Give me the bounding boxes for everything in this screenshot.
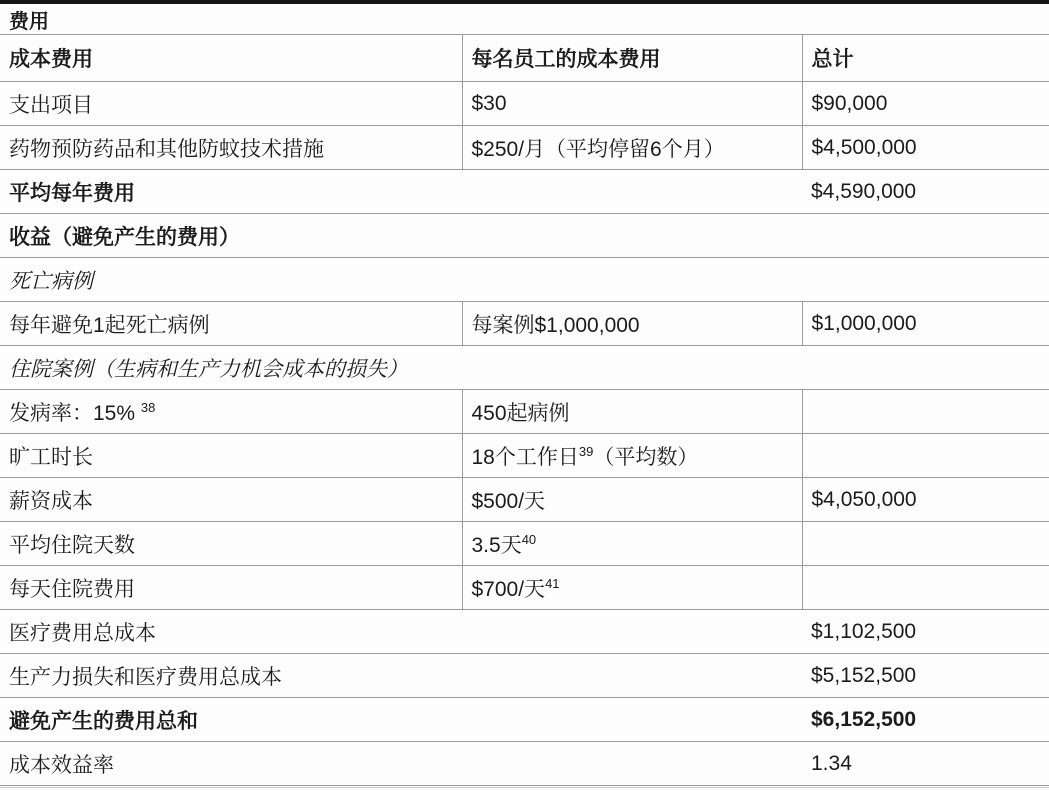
row-death-avoided-cell-1 bbox=[462, 302, 802, 346]
clipped-row-border bbox=[0, 787, 1049, 788]
cell-text: $90,000 bbox=[811, 91, 888, 115]
row-death-avoided-cell-2 bbox=[802, 302, 1049, 346]
row-incidence-rate-cell-2 bbox=[802, 390, 1049, 434]
row-total-avoided-costs-cell-2 bbox=[802, 698, 1049, 742]
cell-text: 薪资成本 bbox=[9, 489, 93, 513]
row-cost-benefit-ratio-cell-1 bbox=[462, 742, 802, 786]
row-cost-benefit-ratio-cell-0 bbox=[0, 742, 462, 786]
cell-text: 药物预防药品和其他防蚊技术措施 bbox=[9, 137, 324, 161]
row-incidence-rate-cell-1 bbox=[462, 390, 802, 434]
section-title-costs-cell-1 bbox=[462, 2, 802, 35]
row-daily-hospital-cost-cell-1 bbox=[462, 566, 802, 610]
cell-text: $700/天 bbox=[471, 577, 546, 601]
cell-text: $1,102,500 bbox=[811, 619, 917, 643]
section-title-benefits bbox=[0, 214, 1049, 258]
row-average-annual-cost-cell-2 bbox=[802, 170, 1049, 214]
cell-text: 450起病例 bbox=[471, 401, 570, 425]
footnote-ref: 41 bbox=[545, 575, 560, 591]
row-cost-benefit-ratio-cell-2 bbox=[802, 742, 1049, 786]
cell-text: 每年避免1起死亡病例 bbox=[9, 313, 210, 337]
cell-text: 3.5天 bbox=[471, 533, 522, 557]
row-expense-items-cell-0 bbox=[0, 82, 462, 126]
row-total-medical-cost bbox=[0, 610, 1049, 654]
cell-text: 1.34 bbox=[811, 751, 852, 775]
column-header-row-cell-2 bbox=[802, 35, 1049, 82]
column-header-row bbox=[0, 35, 1049, 82]
cell-text: 发病率：15% bbox=[9, 401, 141, 425]
row-expense-items-cell-1 bbox=[462, 82, 802, 126]
subsection-hospitalization-cases-cell-1 bbox=[462, 346, 802, 390]
row-salary-cost-cell-1 bbox=[462, 478, 802, 522]
subsection-hospitalization-cases-cell-2 bbox=[802, 346, 1049, 390]
section-title-benefits-cell-0 bbox=[0, 214, 462, 258]
row-absenteeism-duration-cell-0 bbox=[0, 434, 462, 478]
cell-text: 成本费用 bbox=[9, 48, 93, 71]
column-header-row-cell-0 bbox=[0, 35, 462, 82]
row-absenteeism-duration bbox=[0, 434, 1049, 478]
cell-text: 死亡病例 bbox=[9, 269, 93, 293]
row-total-medical-cost-cell-1 bbox=[462, 610, 802, 654]
cell-text: 成本效益率 bbox=[9, 753, 114, 777]
row-incidence-rate-cell-0 bbox=[0, 390, 462, 434]
row-death-avoided bbox=[0, 302, 1049, 346]
row-total-productivity-medical-cost-cell-0 bbox=[0, 654, 462, 698]
row-salary-cost-cell-2 bbox=[802, 478, 1049, 522]
cell-text: 平均每年费用 bbox=[9, 181, 135, 205]
row-absenteeism-duration-cell-2 bbox=[802, 434, 1049, 478]
footnote-ref: 39 bbox=[578, 443, 594, 459]
row-daily-hospital-cost bbox=[0, 566, 1049, 610]
row-expense-items bbox=[0, 82, 1049, 126]
row-average-annual-cost-cell-1 bbox=[462, 170, 802, 214]
row-average-hospital-days-cell-0 bbox=[0, 522, 462, 566]
row-death-avoided-cell-0 bbox=[0, 302, 462, 346]
cell-text: 住院案例（生病和生产力机会成本的损失） bbox=[9, 357, 408, 381]
row-average-annual-cost bbox=[0, 170, 1049, 214]
section-title-costs-cell-2 bbox=[802, 2, 1049, 35]
cell-text-after-footnote: （平均数） bbox=[593, 445, 699, 469]
row-total-productivity-medical-cost-cell-2 bbox=[802, 654, 1049, 698]
section-title-benefits-cell-1 bbox=[462, 214, 802, 258]
row-total-productivity-medical-cost bbox=[0, 654, 1049, 698]
subsection-death-cases-cell-1 bbox=[462, 258, 802, 302]
cell-text: 医疗费用总成本 bbox=[9, 621, 156, 645]
cell-text: $5,152,500 bbox=[811, 663, 917, 687]
row-total-productivity-medical-cost-cell-1 bbox=[462, 654, 802, 698]
section-title-costs bbox=[0, 2, 1049, 35]
cell-text: $30 bbox=[471, 91, 507, 115]
row-average-hospital-days-cell-2 bbox=[802, 522, 1049, 566]
subsection-death-cases bbox=[0, 258, 1049, 302]
row-prophylaxis-measures-cell-0 bbox=[0, 126, 462, 170]
cell-text: 支出项目 bbox=[9, 93, 93, 117]
row-average-hospital-days bbox=[0, 522, 1049, 566]
cell-text: 避免产生的费用总和 bbox=[9, 709, 198, 733]
row-prophylaxis-measures-cell-2 bbox=[802, 126, 1049, 170]
subsection-hospitalization-cases bbox=[0, 346, 1049, 390]
row-total-avoided-costs-cell-1 bbox=[462, 698, 802, 742]
row-salary-cost bbox=[0, 478, 1049, 522]
subsection-hospitalization-cases-cell-0 bbox=[0, 346, 462, 390]
footnote-ref: 38 bbox=[140, 399, 156, 415]
cell-text: 每天住院费用 bbox=[9, 577, 135, 601]
cell-text: 18个工作日 bbox=[471, 445, 579, 469]
cell-text: $500/天 bbox=[471, 489, 546, 513]
section-title-benefits-cell-2 bbox=[802, 214, 1049, 258]
cell-text: 旷工时长 bbox=[9, 445, 93, 469]
cell-text: 收益（避免产生的费用） bbox=[9, 225, 240, 249]
cell-text: 平均住院天数 bbox=[9, 533, 135, 557]
cell-text: $4,590,000 bbox=[811, 179, 917, 203]
subsection-death-cases-cell-2 bbox=[802, 258, 1049, 302]
row-daily-hospital-cost-cell-0 bbox=[0, 566, 462, 610]
cell-text: $1,000,000 bbox=[811, 311, 917, 335]
row-cost-benefit-ratio bbox=[0, 742, 1049, 786]
row-salary-cost-cell-0 bbox=[0, 478, 462, 522]
row-average-annual-cost-cell-0 bbox=[0, 170, 462, 214]
row-total-avoided-costs bbox=[0, 698, 1049, 742]
row-average-hospital-days-cell-1 bbox=[462, 522, 802, 566]
subsection-death-cases-cell-0 bbox=[0, 258, 462, 302]
column-header-row-cell-1 bbox=[462, 35, 802, 82]
cell-text: 每案例$1,000,000 bbox=[471, 313, 640, 337]
cell-text: $6,152,500 bbox=[811, 707, 917, 731]
footnote-ref: 40 bbox=[521, 531, 537, 547]
row-expense-items-cell-2 bbox=[802, 82, 1049, 126]
cell-text: $4,050,000 bbox=[811, 487, 917, 511]
cell-text: 生产力损失和医疗费用总成本 bbox=[9, 665, 282, 689]
row-prophylaxis-measures bbox=[0, 126, 1049, 170]
row-total-medical-cost-cell-0 bbox=[0, 610, 462, 654]
cell-text: 每名员工的成本费用 bbox=[471, 48, 661, 71]
row-total-medical-cost-cell-2 bbox=[802, 610, 1049, 654]
cell-text: 总计 bbox=[811, 48, 854, 71]
row-daily-hospital-cost-cell-2 bbox=[802, 566, 1049, 610]
row-incidence-rate bbox=[0, 390, 1049, 434]
cell-text: $4,500,000 bbox=[811, 135, 917, 159]
cell-text: $250/月（平均停留6个月） bbox=[471, 137, 725, 161]
section-title-costs-cell-0 bbox=[0, 2, 462, 35]
row-prophylaxis-measures-cell-1 bbox=[462, 126, 802, 170]
row-total-avoided-costs-cell-0 bbox=[0, 698, 462, 742]
row-absenteeism-duration-cell-1 bbox=[462, 434, 802, 478]
table-body bbox=[0, 2, 1049, 786]
cell-text: 费用 bbox=[9, 11, 49, 33]
